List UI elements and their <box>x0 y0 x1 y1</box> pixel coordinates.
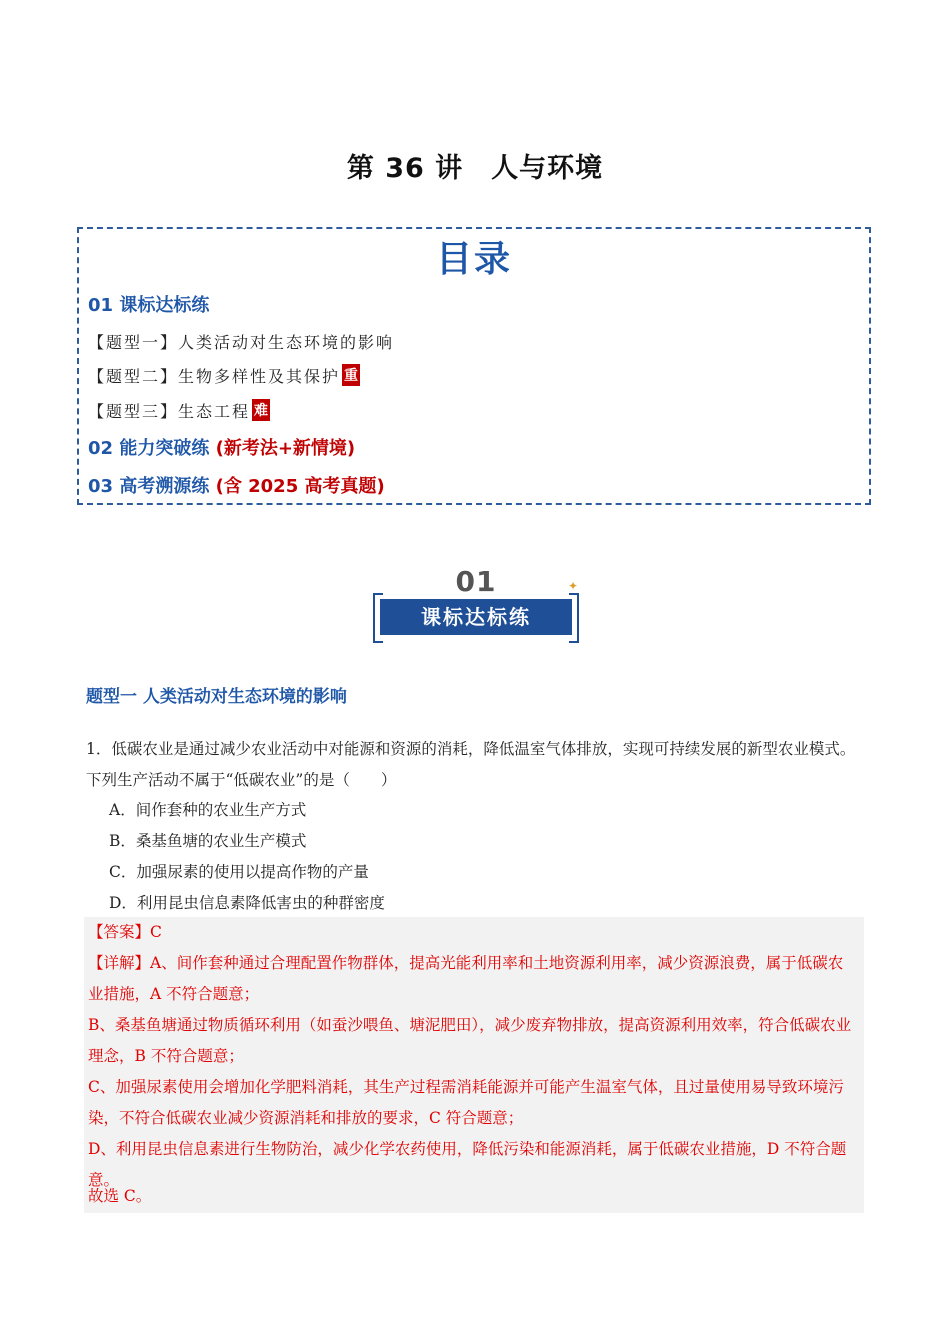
toc-section-num: 02 <box>88 438 114 459</box>
toc-section-03[interactable] <box>88 472 385 498</box>
answer-line: 【答案】C <box>88 923 162 941</box>
toc-item-label: 【题型一】人类活动对生态环境的影响 <box>88 333 395 352</box>
question-stem: 1．低碳农业是通过减少农业活动中对能源和资源的消耗，降低温室气体排放，实现可持续发展的新型农业模式。下列生产活动不属于“低碳农业”的是（ ） <box>86 740 856 789</box>
toc-item-type1[interactable] <box>88 330 394 353</box>
toc-item-label: 【题型二】生物多样性及其保护 <box>88 367 341 386</box>
toc-item-type3[interactable] <box>88 399 270 422</box>
explanation-c: C、加强尿素使用会增加化学肥料消耗，其生产过程需消耗能源并可能产生温室气体，且过量使用易导致环境污染，不符合低碳农业减少资源消耗和排放的要求，C 符合题意； <box>88 1078 844 1127</box>
option-b: B．桑基鱼塘的农业生产模式 <box>109 832 307 850</box>
toc-item-label: 【题型三】生态工程 <box>88 402 251 421</box>
option-d: D．利用昆虫信息素降低害虫的种群密度 <box>109 894 385 912</box>
explanation-a: 【详解】A、间作套种通过合理配置作物群体，提高光能利用率和土地资源利用率，减少资源浪费，属于低碳农业措施，A 不符合题意； <box>88 954 844 1003</box>
banner-label: 课标达标练 <box>380 599 572 635</box>
option-c: C．加强尿素的使用以提高作物的产量 <box>109 863 369 881</box>
toc-heading: 目录 <box>435 239 512 280</box>
toc-section-extra: (含 2025 高考真题) <box>215 476 385 497</box>
explanation-d: D、利用昆虫信息素进行生物防治，减少化学农药使用，降低污染和能源消耗，属于低碳农业措施，D 不符合题意。 <box>88 1140 847 1189</box>
option-a: A．间作套种的农业生产方式 <box>109 801 307 819</box>
section-banner <box>370 565 582 643</box>
toc-section-label: 高考溯源练 <box>119 476 210 497</box>
answer-conclusion: 故选 C。 <box>88 1187 152 1205</box>
toc-section-extra: (新考法+新情境) <box>215 438 356 459</box>
explanation-b: B、桑基鱼塘通过物质循环利用（如蚕沙喂鱼、塘泥肥田），减少废弃物排放，提高资源利用效率，符合低碳农业理念，B 不符合题意； <box>88 1016 852 1065</box>
difficult-tag: 难 <box>252 399 270 421</box>
important-tag: 重 <box>342 364 360 386</box>
toc-section-num: 03 <box>88 476 114 497</box>
answer-box <box>84 917 864 1213</box>
toc-section-num: 01 <box>88 295 114 316</box>
toc-section-label: 能力突破练 <box>119 438 210 459</box>
banner-number: 01 <box>455 565 497 598</box>
toc-section-02[interactable] <box>88 434 355 460</box>
toc-section-label: 课标达标练 <box>119 295 210 316</box>
page-title: 第 36 讲 人与环境 <box>346 153 604 184</box>
sparkle-icon: ✦ <box>567 579 578 593</box>
section-title: 题型一 人类活动对生态环境的影响 <box>86 687 347 707</box>
toc-item-type2[interactable] <box>88 364 360 387</box>
table-of-contents <box>77 227 871 505</box>
toc-section-01[interactable] <box>88 291 209 317</box>
